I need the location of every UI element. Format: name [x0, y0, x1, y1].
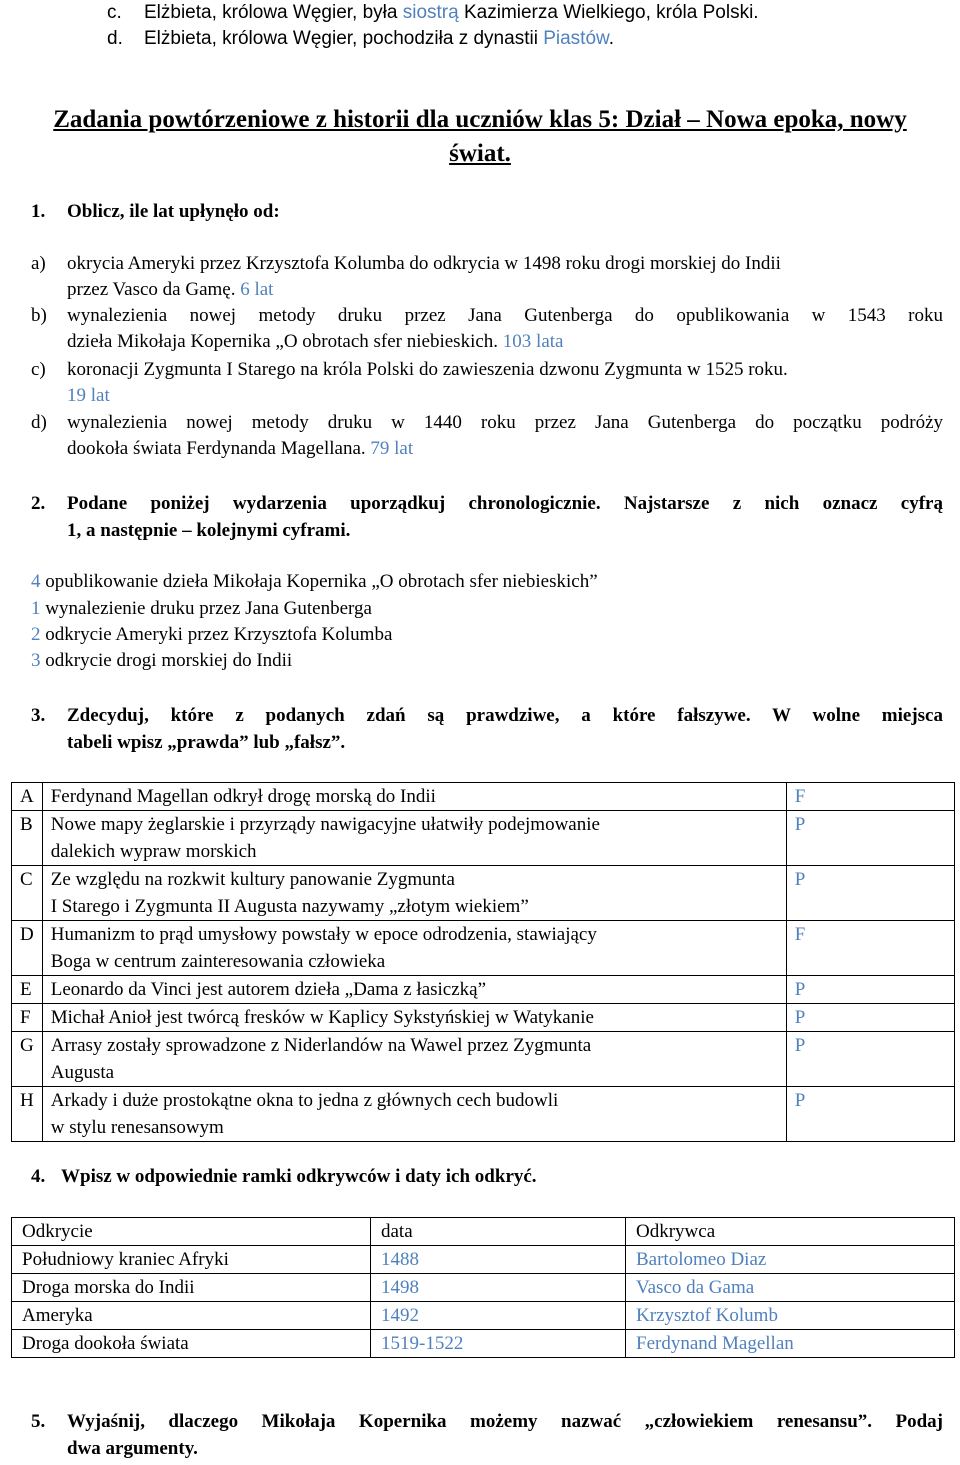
answer-cell[interactable]: P	[786, 1004, 954, 1032]
date-cell[interactable]: 1492	[371, 1302, 626, 1330]
answer-cell[interactable]: P	[786, 866, 954, 921]
answer-cell[interactable]: F	[786, 921, 954, 976]
table-row	[12, 1032, 955, 1087]
question-number: 1.	[31, 201, 46, 222]
column-header: data	[371, 1218, 626, 1246]
row-letter: A	[12, 783, 43, 811]
statement-cell: Michał Anioł jest twórcą fresków w Kaplicy Sykstyńskiej w Watykanie	[42, 1004, 786, 1032]
discovery-cell: Południowy kraniec Afryki	[12, 1246, 371, 1274]
question-text: Oblicz, ile lat upłynęło od:	[67, 201, 280, 222]
question-number: 2.	[31, 493, 46, 514]
statement-cell: Arkady i duże prostokątne okna to jedna z głównych cech budowli w stylu renesansowym	[42, 1087, 786, 1142]
prev-item-letter: d.	[107, 28, 123, 49]
row-letter: E	[12, 976, 43, 1004]
table-row	[12, 1087, 955, 1142]
prev-item-letter: c.	[107, 2, 122, 23]
answer-text: 1	[31, 598, 41, 619]
item-text: dzieła Mikołaja Kopernika „O obrotach sfer niebieskich.	[67, 331, 499, 352]
prev-item-text: Elżbieta, królowa Węgier, była siostrą Kazimierza Wielkiego, króla Polski.	[144, 2, 759, 23]
question-text: 1, a następnie – kolejnymi cyframi.	[67, 520, 351, 541]
row-letter: H	[12, 1087, 43, 1142]
discovery-cell: Droga morska do Indii	[12, 1274, 371, 1302]
question-text: Wpisz w odpowiednie ramki odkrywców i daty ich odkryć.	[61, 1166, 537, 1187]
discovery-cell: Droga dookoła świata	[12, 1330, 371, 1358]
page-title: Zadania powtórzeniowe z historii dla uczniów klas 5: Dział – Nowa epoka, nowy	[53, 106, 907, 133]
statement-cell: Ze względu na rozkwit kultury panowanie Zygmunta I Starego i Zygmunta II Augusta nazywamy „złotym wiekiem”	[42, 866, 786, 921]
column-header: Odkrywca	[626, 1218, 955, 1246]
answer-cell[interactable]: P	[786, 811, 954, 866]
column-header: Odkrycie	[12, 1218, 371, 1246]
item-letter: d)	[31, 412, 47, 433]
question-text: Zdecyduj, które z podanych zdań są prawdziwe, a które fałszywe. W wolne miejsca	[67, 705, 943, 726]
answer-cell[interactable]: F	[786, 783, 954, 811]
question-number: 3.	[31, 705, 46, 726]
row-letter: B	[12, 811, 43, 866]
answer-cell[interactable]: P	[786, 976, 954, 1004]
answer-text: 19 lat	[67, 385, 110, 406]
table-row	[12, 1274, 955, 1302]
page-title-line2: świat.	[449, 140, 511, 167]
table-row	[12, 1246, 955, 1274]
answer-text: 79 lat	[370, 438, 414, 459]
question-text: Wyjaśnij, dlaczego Mikołaja Kopernika możemy nazwać „człowiekiem renesansu”. Podaj	[67, 1411, 943, 1432]
row-letter: C	[12, 866, 43, 921]
item-text: wynalezienia nowej metody druku przez Jana Gutenberga do opublikowania w 1543 roku	[67, 305, 943, 326]
question-text: Podane poniżej wydarzenia uporządkuj chronologicznie. Najstarsze z nich oznacz cyfrą	[67, 493, 943, 514]
table-row	[12, 976, 955, 1004]
discoveries-table	[11, 1217, 955, 1358]
table-header-row	[12, 1218, 955, 1246]
discoverer-cell[interactable]: Krzysztof Kolumb	[626, 1302, 955, 1330]
item-text: przez Vasco da Gamę.	[67, 279, 236, 300]
item-text: dookoła świata Ferdynanda Magellana.	[67, 438, 366, 459]
discoverer-cell[interactable]: Ferdynand Magellan	[626, 1330, 955, 1358]
question-number: 5.	[31, 1411, 46, 1432]
item-text: koronacji Zygmunta I Starego na króla Polski do zawieszenia dzwonu Zygmunta w 1525 roku.	[67, 359, 788, 380]
date-cell[interactable]: 1519-1522	[371, 1330, 626, 1358]
answer-text: 4	[31, 571, 41, 592]
answer-cell[interactable]: P	[786, 1032, 954, 1087]
item-text: odkrycie drogi morskiej do Indii	[45, 650, 293, 671]
row-letter: D	[12, 921, 43, 976]
item-text: opublikowanie dzieła Mikołaja Kopernika „O obrotach sfer niebieskich”	[45, 571, 598, 592]
question-text: dwa argumenty.	[67, 1438, 198, 1459]
answer-text: 103 lata	[502, 331, 564, 352]
table-row	[12, 1302, 955, 1330]
table-row	[12, 811, 955, 866]
discoverer-cell[interactable]: Vasco da Gama	[626, 1274, 955, 1302]
date-cell[interactable]: 1498	[371, 1274, 626, 1302]
item-text: wynalezienie druku przez Jana Gutenberga	[45, 598, 372, 619]
prev-item-text: Elżbieta, królowa Węgier, pochodziła z dynastii Piastów.	[144, 28, 614, 49]
row-letter: G	[12, 1032, 43, 1087]
table-row	[12, 866, 955, 921]
item-text: odkrycie Ameryki przez Krzysztofa Kolumba	[45, 624, 393, 645]
item-letter: b)	[31, 305, 47, 326]
answer-cell[interactable]: P	[786, 1087, 954, 1142]
statement-cell: Nowe mapy żeglarskie i przyrządy nawigacyjne ułatwiły podejmowanie dalekich wypraw morskich	[42, 811, 786, 866]
answer-text: 6 lat	[240, 279, 274, 300]
row-letter: F	[12, 1004, 43, 1032]
item-letter: a)	[31, 253, 46, 274]
item-letter: c)	[31, 359, 46, 380]
answer-text: Piastów	[543, 28, 609, 49]
statement-cell: Ferdynand Magellan odkrył drogę morską do Indii	[42, 783, 786, 811]
answer-text: 2	[31, 624, 41, 645]
statement-cell: Humanizm to prąd umysłowy powstały w epoce odrodzenia, stawiający Boga w centrum zainteresowania człowieka	[42, 921, 786, 976]
statement-cell: Leonardo da Vinci jest autorem dzieła „Dama z łasiczką”	[42, 976, 786, 1004]
date-cell[interactable]: 1488	[371, 1246, 626, 1274]
statement-cell: Arrasy zostały sprowadzone z Niderlandów na Wawel przez Zygmunta Augusta	[42, 1032, 786, 1087]
answer-text: siostrą	[402, 2, 459, 23]
question-number: 4.	[31, 1166, 46, 1187]
answer-text: 3	[31, 650, 41, 671]
true-false-table	[11, 782, 955, 1142]
discovery-cell: Ameryka	[12, 1302, 371, 1330]
item-text: wynalezienia nowej metody druku w 1440 roku przez Jana Gutenberga do początku podróży	[67, 412, 943, 433]
table-row	[12, 1330, 955, 1358]
table-row	[12, 1004, 955, 1032]
question-text: tabeli wpisz „prawda” lub „fałsz”.	[67, 732, 346, 753]
item-text: okrycia Ameryki przez Krzysztofa Kolumba do odkrycia w 1498 roku drogi morskiej do Indii	[67, 253, 781, 274]
table-row	[12, 921, 955, 976]
discoverer-cell[interactable]: Bartolomeo Diaz	[626, 1246, 955, 1274]
table-row	[12, 783, 955, 811]
